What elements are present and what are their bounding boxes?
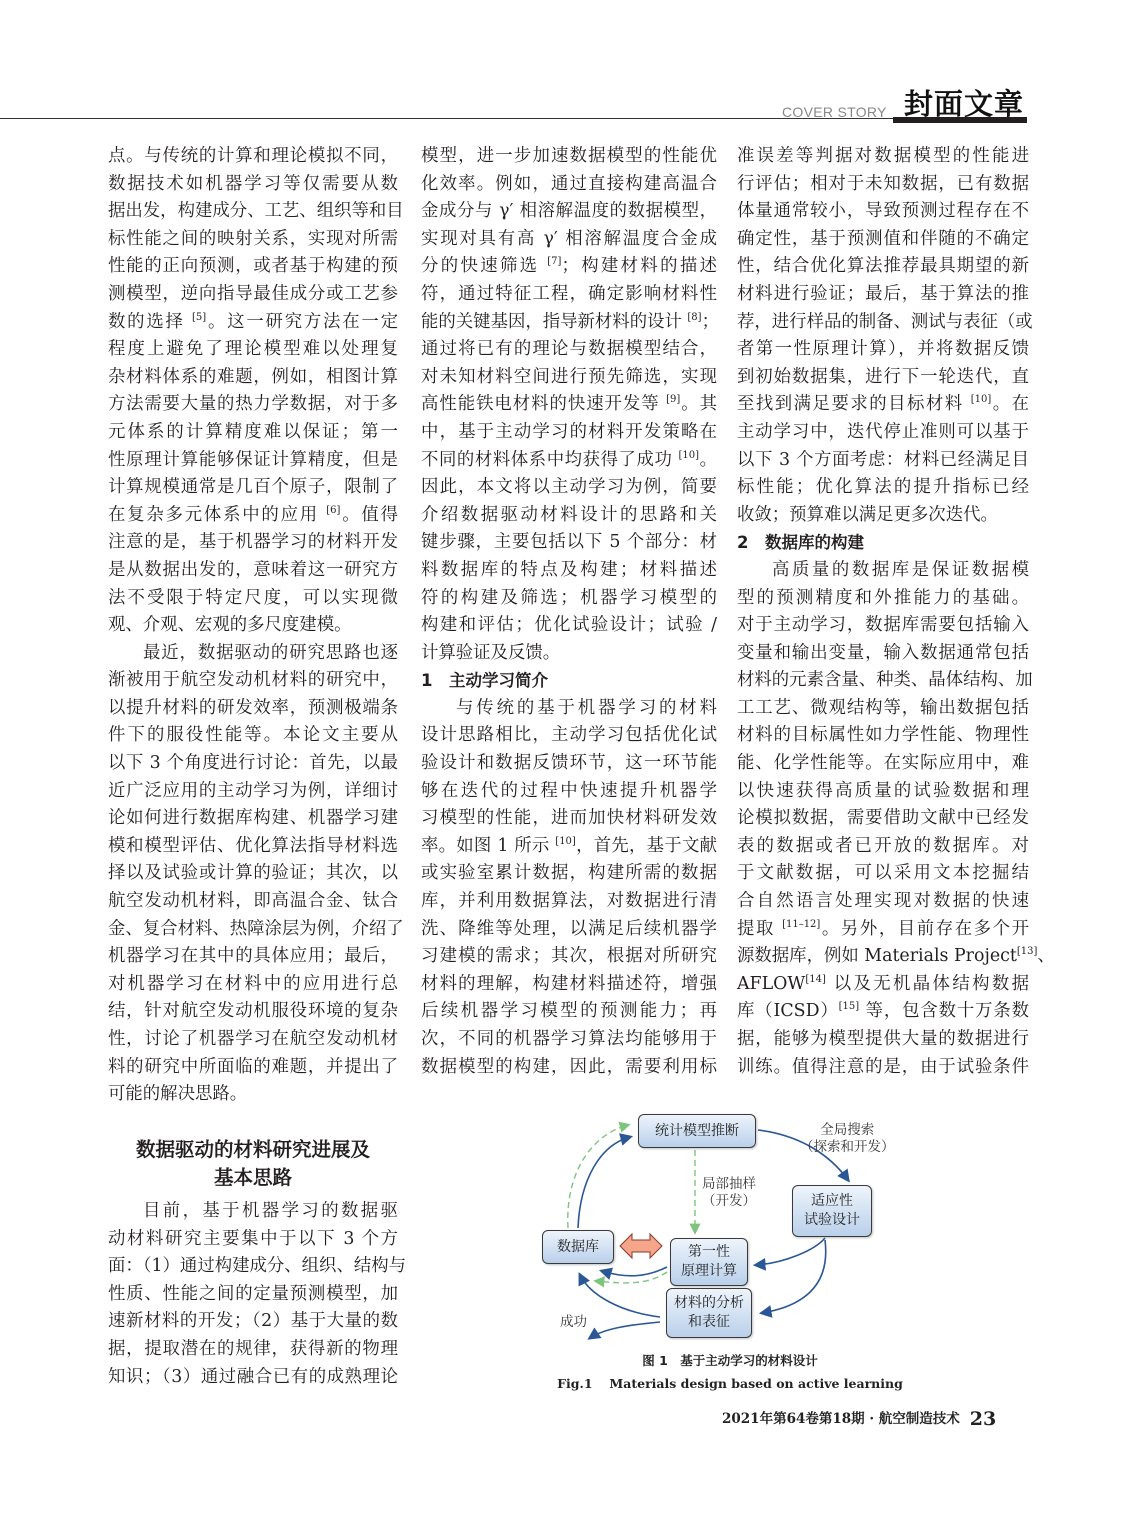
column-3-paragraph-1	[737, 143, 1033, 529]
node-adaptive-design	[792, 1185, 872, 1237]
text-line: 程度上避免了理论模型难以处理复	[108, 339, 398, 360]
text-line: 标性能之间的映射关系，实现对所需	[108, 228, 398, 249]
column-3	[737, 143, 1055, 1081]
text-line: 性质、性能之间的定量预测模型，加	[108, 1283, 398, 1304]
text-line: 料数据库的特点及构建；材料描述	[421, 559, 717, 580]
text-line: 航空发动机材料，即高温合金、钛合	[108, 891, 398, 912]
text-line: 性原理计算能够保证计算精度，但是	[108, 449, 398, 470]
text-line: 分的快速筛选 [7]；构建材料的描述	[421, 256, 717, 277]
label-local-sampling-1: 局部抽样	[702, 1176, 756, 1192]
label-global-search-1: 全局搜索	[820, 1122, 875, 1138]
node-characterization	[666, 1288, 752, 1338]
text-line: 验设计和数据反馈环节，这一环节能	[421, 753, 717, 774]
text-line: 合自然语言处理实现对数据的快速	[737, 891, 1029, 912]
text-line: 中，基于主动学习的材料开发策略在	[421, 421, 717, 442]
text-line: 源数据库，例如 Materials Project[13]、	[737, 946, 1055, 967]
text-line: 以下 3 个角度进行讨论：首先，以最	[108, 753, 398, 774]
column-1-paragraph-2	[108, 640, 404, 1109]
node-database-label: 数据库	[557, 1238, 599, 1255]
text-line: 计算规模通常是几百个原子，限制了	[108, 477, 398, 498]
arrow-database-to-model	[578, 1137, 630, 1228]
text-line: 设计思路相比，主动学习包括优化试	[421, 725, 717, 746]
text-line: 通过将已有的理论与数据模型结合，	[421, 339, 717, 360]
text-line: 材料的目标属性如力学性能、物理性	[737, 725, 1029, 746]
text-line: 材料的元素含量、种类、晶体结构、加	[737, 670, 1033, 691]
text-line: 确定性，基于预测值和伴随的不确定	[737, 228, 1029, 249]
text-line: 性能的正向预测，或者基于构建的预	[108, 256, 398, 277]
text-line: 据，提取潜在的规律，获得新的物理	[108, 1338, 398, 1359]
text-line: 不同的材料体系中均获得了成功 [10]。	[421, 449, 717, 470]
text-line: 是从数据出发的，意味着这一研究方	[108, 559, 398, 580]
node-adaptive-label-1: 适应性	[811, 1193, 853, 1209]
text-line: 面：（1）通过构建成分、组织、结构与	[108, 1256, 407, 1277]
column-2-paragraph-2	[421, 695, 717, 1081]
text-line: 论如何进行数据库构建、机器学习建	[108, 808, 398, 829]
text-line: 知识；（3）通过融合已有的成熟理论	[108, 1366, 398, 1387]
arrow-adaptive-to-first-principles	[756, 1238, 825, 1265]
arrow-adaptive-to-characterization	[762, 1240, 826, 1313]
text-line: 库（ICSD）[15] 等，包含数十万条数	[737, 1001, 1029, 1022]
text-line: 表的数据或者已开放的数据库。对	[737, 835, 1029, 856]
section-heading	[108, 1136, 398, 1192]
text-line: 最近，数据驱动的研究思路也逐	[143, 642, 398, 663]
text-line: 至找到满足要求的目标材料 [10]。在	[737, 394, 1029, 415]
text-line: 体量通常较小，导致预测过程存在不	[737, 201, 1029, 222]
double-arrow-database-first-principles	[620, 1234, 662, 1258]
text-line: 对于主动学习，数据库需要包括输入	[737, 615, 1029, 636]
node-database	[542, 1230, 614, 1264]
column-1-paragraph-3	[108, 1198, 407, 1391]
text-line: 实现对具有高 γ′ 相溶解温度合金成	[421, 228, 717, 249]
text-line: 提取 [11–12]。另外，目前存在多个开	[737, 918, 1029, 939]
text-line: 习建模的需求；其次，根据对所研究	[421, 946, 717, 967]
node-first-principles-label-2: 原理计算	[681, 1263, 737, 1279]
column-3-paragraph-2	[737, 557, 1055, 1081]
text-line: 动材料研究主要集中于以下 3 个方	[108, 1228, 398, 1249]
figure-active-learning	[530, 1100, 930, 1390]
text-line: 注意的是，基于机器学习的材料开发	[108, 532, 398, 553]
page-number: 23	[969, 1408, 997, 1430]
column-1-paragraph-1	[108, 143, 404, 640]
text-line: 变量和输出变量，输入数据通常包括	[737, 642, 1029, 663]
node-stat-model	[638, 1114, 756, 1148]
section-2-heading	[737, 529, 1029, 557]
section-1-number: 1	[421, 671, 433, 691]
text-line: 点。与传统的计算和理论模拟不同，	[108, 146, 398, 166]
text-line: 结，针对航空发动机服役环境的复杂	[108, 1001, 398, 1022]
label-global-search	[800, 1122, 895, 1156]
text-line: 荐，进行样品的制备、测试与表征（或	[737, 311, 1033, 332]
text-line: 习模型的性能，进而加快材料研发效	[421, 808, 717, 829]
text-line: 件下的服役性能等。本论文主要从	[108, 725, 398, 746]
text-line: 金成分与 γ′ 相溶解温度的数据模型，	[421, 201, 717, 222]
label-local-sampling	[702, 1176, 756, 1210]
node-adaptive-label-2: 试验设计	[804, 1212, 860, 1228]
section-label-cn: 封面文章	[904, 87, 1025, 121]
text-line: 训练。值得注意的是，由于试验条件	[737, 1056, 1029, 1077]
text-line: 性，讨论了机器学习在航空发动机材	[108, 1029, 398, 1049]
text-line: 标性能；优化算法的提升指标已经	[737, 477, 1029, 498]
column-2-paragraph-1	[421, 143, 717, 667]
text-line: 观、介观、宏观的多尺度建模。	[108, 615, 352, 636]
arrow-characterization-to-database	[580, 1275, 660, 1317]
text-line: 型的预测精度和外推能力的基础。	[737, 587, 1029, 608]
section-2-number: 2	[737, 533, 749, 553]
text-line: 模和模型评估、优化算法指导材料选	[108, 835, 398, 856]
label-local-sampling-2: （开发）	[702, 1193, 756, 1209]
text-line: AFLOW[14] 以及无机晶体结构数据	[737, 973, 1029, 994]
text-line: 符，通过特征工程，确定影响材料性	[421, 283, 717, 304]
text-line: 收敛；预算难以满足更多次迭代。	[737, 504, 998, 525]
arrow-dashed-first-principles-to-database	[596, 1272, 667, 1283]
text-line: 库，并利用数据算法，对数据进行清	[421, 891, 717, 912]
text-line: 性，结合优化算法推荐最具期望的新	[737, 256, 1029, 277]
text-line: 到初始数据集，进行下一轮迭代，直	[737, 366, 1029, 387]
figure-caption-cn: 图 1 基于主动学习的材料设计	[642, 1353, 818, 1368]
node-characterization-label-2: 和表征	[688, 1314, 730, 1330]
page-footer	[722, 1407, 996, 1430]
section-2-title: 数据库的构建	[765, 533, 864, 553]
text-line: 数的选择 [5]。这一研究方法在一定	[108, 311, 398, 332]
text-line: 材料的理解，构建材料描述符，增强	[421, 973, 717, 994]
text-line: 法不受限于特定尺度，可以实现微	[108, 587, 398, 608]
text-line: 据，能够为模型提供大量的数据进行	[737, 1029, 1029, 1049]
text-line: 化效率。例如，通过直接构建高温合	[421, 173, 717, 194]
text-line: 元体系的计算精度难以保证；第一	[108, 421, 398, 442]
node-stat-model-label: 统计模型推断	[655, 1122, 739, 1139]
column-2	[421, 143, 717, 1081]
text-line: 够在迭代的过程中快速提升机器学	[421, 780, 717, 801]
section-1-title: 主动学习简介	[449, 671, 548, 691]
column-1	[108, 143, 404, 1109]
text-line: 以下 3 个方面考虑：材料已经满足目	[737, 449, 1029, 470]
text-line: 据出发，构建成分、工艺、组织等和目	[108, 201, 404, 222]
text-line: 于文献数据，可以采用文本挖掘结	[737, 863, 1029, 884]
node-characterization-label-1: 材料的分析	[674, 1295, 744, 1311]
text-line: 目前，基于机器学习的数据驱	[143, 1201, 398, 1221]
text-line: 可能的解决思路。	[108, 1084, 248, 1105]
text-line: 对机器学习在材料中的应用进行总	[108, 973, 398, 994]
text-line: 杂材料体系的难题，例如，相图计算	[108, 366, 398, 387]
text-line: 率。如图 1 所示 [10]，首先，基于文献	[421, 835, 717, 856]
text-line: 能、化学性能等。在实际应用中，难	[737, 753, 1029, 774]
text-line: 数据模型的构建，因此，需要利用标	[421, 1056, 717, 1077]
node-first-principles-label-1: 第一性	[688, 1244, 730, 1260]
text-line: 材料进行验证；最后，基于算法的推	[737, 283, 1029, 304]
text-line: 高性能铁电材料的快速开发等 [9]。其	[421, 394, 717, 415]
section-label-en: COVER STORY	[782, 104, 887, 120]
text-line: 次，不同的机器学习算法均能够用于	[421, 1029, 717, 1049]
text-line: 因此，本文将以主动学习为例，简要	[421, 477, 717, 498]
text-line: 机器学习在其中的具体应用；最后，	[108, 946, 398, 967]
arrow-success	[590, 1322, 660, 1338]
text-line: 行评估；相对于未知数据，已有数据	[737, 173, 1029, 194]
text-line: 测模型，逆向指导最佳成分或工艺参	[108, 283, 398, 304]
text-line: 或实验室累计数据，构建所需的数据	[421, 863, 717, 884]
text-line: 数据技术如机器学习等仅需要从数	[108, 173, 398, 194]
label-global-search-2: （探索和开发）	[800, 1139, 895, 1155]
text-line: 主动学习中，迭代停止准则可以基于	[737, 421, 1029, 442]
text-line: 高质量的数据库是保证数据模	[772, 559, 1029, 580]
text-line: 计算验证及反馈。	[421, 642, 561, 663]
text-line: 符的构建及筛选；机器学习模型的	[421, 587, 717, 608]
journal-info: 2021年第64卷第18期 · 航空制造技术	[722, 1411, 960, 1427]
node-first-principles	[670, 1238, 748, 1286]
text-line: 料的研究中所面临的难题，并提出了	[108, 1056, 398, 1077]
text-line: 能的关键基因，指导新材料的设计 [8]；	[421, 311, 719, 332]
text-line: 键步骤，主要包括以下 5 个部分：材	[421, 532, 717, 553]
arrow-first-principles-to-database	[602, 1267, 667, 1276]
text-line: 工工艺、微观结构等，输出数据包括	[737, 697, 1029, 718]
text-line: 准误差等判据对数据模型的性能进	[737, 146, 1029, 166]
text-line: 近广泛应用的主动学习为例，详细讨	[108, 780, 398, 801]
text-line: 以快速获得高质量的试验数据和理	[737, 780, 1029, 801]
text-line: 对未知材料空间进行预先筛选，实现	[421, 366, 717, 387]
text-line: 以提升材料的研发效率，预测极端条	[108, 697, 398, 718]
text-line: 择以及试验或计算的验证；其次，以	[108, 863, 398, 884]
text-line: 后续机器学习模型的预测能力；再	[421, 1001, 717, 1022]
text-line: 介绍数据驱动材料设计的思路和关	[421, 504, 717, 525]
text-line: 者第一性原理计算），并将数据反馈	[737, 339, 1029, 360]
text-line: 与传统的基于机器学习的材料	[456, 697, 717, 718]
header-rule	[0, 118, 895, 119]
section-heading-line-2: 基本思路	[213, 1166, 292, 1189]
text-line: 速新材料的开发；（2）基于大量的数	[108, 1311, 398, 1332]
text-line: 方法需要大量的热力学数据，对于多	[108, 394, 398, 415]
text-line: 论模拟数据，需要借助文献中已经发	[737, 808, 1029, 829]
section-heading-line-1: 数据驱动的材料研究进展及	[135, 1138, 370, 1161]
text-line: 模型，进一步加速数据模型的性能优	[421, 146, 717, 166]
figure-caption-en: Fig.1 Materials design based on active learning	[557, 1376, 903, 1391]
text-line: 金、复合材料、热障涂层为例，介绍了	[108, 918, 404, 939]
text-line: 洗、降维等处理，以满足后续机器学	[421, 918, 717, 939]
section-1-heading	[421, 667, 717, 695]
label-success: 成功	[560, 1314, 587, 1330]
text-line: 构建和评估；优化试验设计；试验 /	[421, 615, 717, 636]
text-line: 渐被用于航空发动机材料的研究中，	[108, 670, 398, 691]
text-line: 在复杂多元体系中的应用 [6]。值得	[108, 504, 398, 525]
